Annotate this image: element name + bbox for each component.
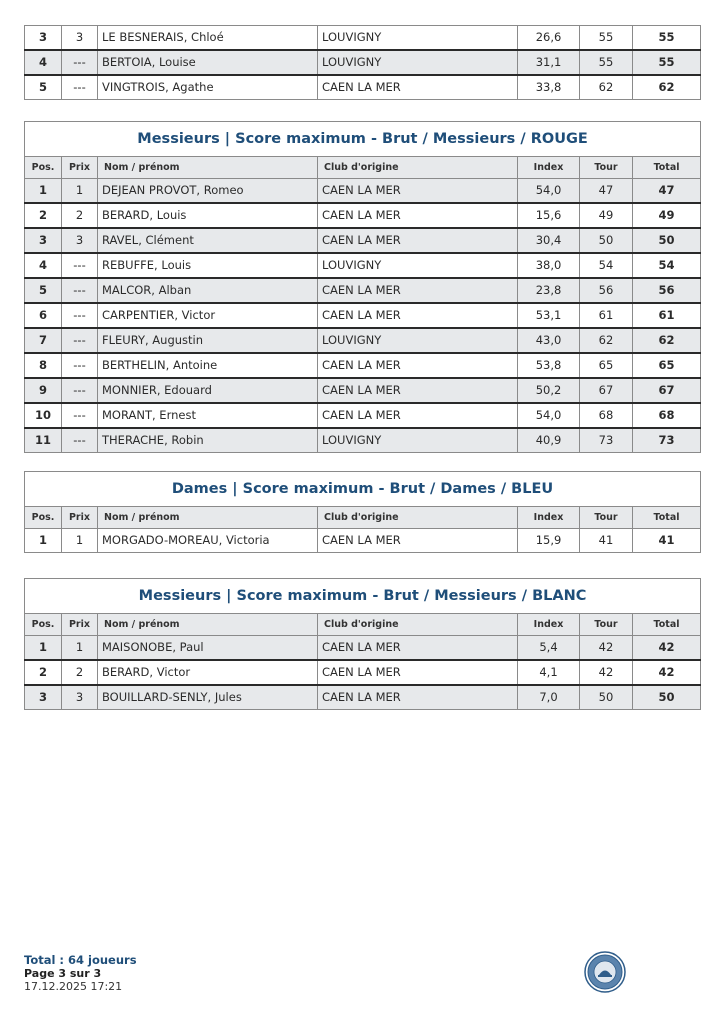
print-date: 17.12.2025 17:21 xyxy=(24,980,123,993)
cell-position: 4 xyxy=(25,253,62,278)
table-row xyxy=(25,685,701,710)
cell-total: 68 xyxy=(633,403,701,428)
header-pos: Pos. xyxy=(25,157,62,179)
table-row xyxy=(25,378,701,403)
cell-index: 23,8 xyxy=(518,278,580,303)
cell-position: 3 xyxy=(25,26,62,51)
cell-round: 55 xyxy=(580,50,633,75)
cell-club: CAEN LA MER xyxy=(318,203,518,228)
table-row xyxy=(25,26,701,51)
header-total: Total xyxy=(633,157,701,179)
cell-player-name: BERARD, Louis xyxy=(98,203,318,228)
cell-total: 47 xyxy=(633,179,701,204)
table-dames-bleu xyxy=(24,471,701,553)
cell-club: CAEN LA MER xyxy=(318,636,518,661)
cell-round: 50 xyxy=(580,685,633,710)
header-tour: Tour xyxy=(580,157,633,179)
cell-round: 68 xyxy=(580,403,633,428)
cell-club: CAEN LA MER xyxy=(318,228,518,253)
cell-total: 67 xyxy=(633,378,701,403)
cell-total: 50 xyxy=(633,228,701,253)
cell-prize: --- xyxy=(62,50,98,75)
header-row xyxy=(25,507,701,529)
cell-total: 65 xyxy=(633,353,701,378)
cell-club: CAEN LA MER xyxy=(318,303,518,328)
table-continuation xyxy=(24,25,701,100)
table-row xyxy=(25,529,701,553)
table-messieurs-blanc xyxy=(24,578,701,710)
table-messieurs-rouge xyxy=(24,121,701,453)
cell-round: 42 xyxy=(580,636,633,661)
cell-position: 6 xyxy=(25,303,62,328)
cell-round: 62 xyxy=(580,328,633,353)
cell-player-name: VINGTROIS, Agathe xyxy=(98,75,318,100)
cell-round: 47 xyxy=(580,179,633,204)
cell-position: 5 xyxy=(25,278,62,303)
cell-prize: --- xyxy=(62,303,98,328)
cell-player-name: BOUILLARD-SENLY, Jules xyxy=(98,685,318,710)
cell-prize: 3 xyxy=(62,26,98,51)
cell-player-name: REBUFFE, Louis xyxy=(98,253,318,278)
table-row xyxy=(25,328,701,353)
cell-prize: 1 xyxy=(62,179,98,204)
section-title: Dames | Score maximum - Brut / Dames / BLEU xyxy=(25,472,701,507)
cell-index: 33,8 xyxy=(518,75,580,100)
cell-club: LOUVIGNY xyxy=(318,26,518,51)
header-index: Index xyxy=(518,157,580,179)
cell-position: 7 xyxy=(25,328,62,353)
header-pos: Pos. xyxy=(25,507,62,529)
cell-club: CAEN LA MER xyxy=(318,685,518,710)
cell-prize: --- xyxy=(62,328,98,353)
cell-index: 30,4 xyxy=(518,228,580,253)
cell-prize: --- xyxy=(62,378,98,403)
table-row xyxy=(25,353,701,378)
table-row xyxy=(25,303,701,328)
table-row xyxy=(25,253,701,278)
cell-prize: --- xyxy=(62,403,98,428)
cell-index: 5,4 xyxy=(518,636,580,661)
cell-position: 8 xyxy=(25,353,62,378)
cell-total: 54 xyxy=(633,253,701,278)
cell-club: CAEN LA MER xyxy=(318,529,518,553)
cell-position: 5 xyxy=(25,75,62,100)
table-row xyxy=(25,660,701,685)
cell-index: 54,0 xyxy=(518,403,580,428)
cell-position: 1 xyxy=(25,636,62,661)
table-row xyxy=(25,203,701,228)
header-prix: Prix xyxy=(62,157,98,179)
table-row xyxy=(25,428,701,453)
cell-round: 61 xyxy=(580,303,633,328)
cell-prize: 1 xyxy=(62,636,98,661)
header-club: Club d'origine xyxy=(318,614,518,636)
cell-player-name: BERTOIA, Louise xyxy=(98,50,318,75)
cell-total: 41 xyxy=(633,529,701,553)
cell-index: 43,0 xyxy=(518,328,580,353)
cell-prize: 1 xyxy=(62,529,98,553)
cell-prize: --- xyxy=(62,253,98,278)
cell-total: 61 xyxy=(633,303,701,328)
total-players: Total : 64 joueurs xyxy=(24,953,137,967)
cell-index: 4,1 xyxy=(518,660,580,685)
cell-prize: --- xyxy=(62,428,98,453)
cell-round: 54 xyxy=(580,253,633,278)
cell-total: 42 xyxy=(633,636,701,661)
cell-position: 3 xyxy=(25,685,62,710)
cell-position: 2 xyxy=(25,660,62,685)
cell-position: 3 xyxy=(25,228,62,253)
cell-club: LOUVIGNY xyxy=(318,428,518,453)
cell-position: 10 xyxy=(25,403,62,428)
cell-club: LOUVIGNY xyxy=(318,253,518,278)
cell-prize: 3 xyxy=(62,685,98,710)
cell-total: 56 xyxy=(633,278,701,303)
section-title: Messieurs | Score maximum - Brut / Messieurs / ROUGE xyxy=(25,122,701,157)
cell-position: 4 xyxy=(25,50,62,75)
table-row xyxy=(25,403,701,428)
cell-index: 53,1 xyxy=(518,303,580,328)
cell-position: 9 xyxy=(25,378,62,403)
table-row xyxy=(25,228,701,253)
cell-index: 50,2 xyxy=(518,378,580,403)
cell-total: 55 xyxy=(633,50,701,75)
cell-index: 54,0 xyxy=(518,179,580,204)
cell-player-name: MONNIER, Edouard xyxy=(98,378,318,403)
cell-total: 73 xyxy=(633,428,701,453)
header-row xyxy=(25,614,701,636)
cell-round: 67 xyxy=(580,378,633,403)
header-pos: Pos. xyxy=(25,614,62,636)
cell-prize: 2 xyxy=(62,660,98,685)
cell-index: 40,9 xyxy=(518,428,580,453)
header-index: Index xyxy=(518,614,580,636)
cell-total: 50 xyxy=(633,685,701,710)
cell-prize: 3 xyxy=(62,228,98,253)
cell-total: 49 xyxy=(633,203,701,228)
cell-prize: 2 xyxy=(62,203,98,228)
header-club: Club d'origine xyxy=(318,507,518,529)
cell-round: 56 xyxy=(580,278,633,303)
header-club: Club d'origine xyxy=(318,157,518,179)
cell-round: 50 xyxy=(580,228,633,253)
cell-club: LOUVIGNY xyxy=(318,50,518,75)
table-row xyxy=(25,50,701,75)
cell-player-name: FLEURY, Augustin xyxy=(98,328,318,353)
cell-player-name: RAVEL, Clément xyxy=(98,228,318,253)
cell-player-name: MORGADO-MOREAU, Victoria xyxy=(98,529,318,553)
header-index: Index xyxy=(518,507,580,529)
cell-prize: --- xyxy=(62,75,98,100)
header-prix: Prix xyxy=(62,507,98,529)
cell-round: 62 xyxy=(580,75,633,100)
cell-round: 73 xyxy=(580,428,633,453)
header-tour: Tour xyxy=(580,614,633,636)
table-row xyxy=(25,278,701,303)
cell-player-name: THERACHE, Robin xyxy=(98,428,318,453)
header-tour: Tour xyxy=(580,507,633,529)
golf-club-seal-icon xyxy=(584,951,626,993)
cell-index: 53,8 xyxy=(518,353,580,378)
cell-club: LOUVIGNY xyxy=(318,328,518,353)
cell-position: 11 xyxy=(25,428,62,453)
cell-player-name: CARPENTIER, Victor xyxy=(98,303,318,328)
cell-player-name: BERTHELIN, Antoine xyxy=(98,353,318,378)
cell-round: 49 xyxy=(580,203,633,228)
table-row xyxy=(25,75,701,100)
cell-club: CAEN LA MER xyxy=(318,179,518,204)
cell-position: 1 xyxy=(25,529,62,553)
cell-index: 31,1 xyxy=(518,50,580,75)
table-row xyxy=(25,179,701,204)
header-row xyxy=(25,157,701,179)
cell-prize: --- xyxy=(62,278,98,303)
header-prix: Prix xyxy=(62,614,98,636)
cell-total: 62 xyxy=(633,328,701,353)
cell-position: 2 xyxy=(25,203,62,228)
cell-round: 55 xyxy=(580,26,633,51)
cell-player-name: BERARD, Victor xyxy=(98,660,318,685)
table-row xyxy=(25,636,701,661)
cell-total: 42 xyxy=(633,660,701,685)
header-nom: Nom / prénom xyxy=(98,507,318,529)
cell-club: CAEN LA MER xyxy=(318,660,518,685)
cell-player-name: MALCOR, Alban xyxy=(98,278,318,303)
cell-round: 41 xyxy=(580,529,633,553)
cell-club: CAEN LA MER xyxy=(318,378,518,403)
page-number: Page 3 sur 3 xyxy=(24,967,102,980)
cell-player-name: LE BESNERAIS, Chloé xyxy=(98,26,318,51)
cell-player-name: DEJEAN PROVOT, Romeo xyxy=(98,179,318,204)
cell-index: 26,6 xyxy=(518,26,580,51)
cell-player-name: MORANT, Ernest xyxy=(98,403,318,428)
cell-total: 62 xyxy=(633,75,701,100)
cell-club: CAEN LA MER xyxy=(318,75,518,100)
header-total: Total xyxy=(633,614,701,636)
cell-player-name: MAISONOBE, Paul xyxy=(98,636,318,661)
cell-total: 55 xyxy=(633,26,701,51)
cell-index: 38,0 xyxy=(518,253,580,278)
header-total: Total xyxy=(633,507,701,529)
page-footer xyxy=(24,954,137,993)
cell-club: CAEN LA MER xyxy=(318,278,518,303)
header-nom: Nom / prénom xyxy=(98,614,318,636)
cell-round: 65 xyxy=(580,353,633,378)
cell-prize: --- xyxy=(62,353,98,378)
cell-round: 42 xyxy=(580,660,633,685)
cell-club: CAEN LA MER xyxy=(318,353,518,378)
cell-index: 15,9 xyxy=(518,529,580,553)
cell-position: 1 xyxy=(25,179,62,204)
cell-club: CAEN LA MER xyxy=(318,403,518,428)
section-title: Messieurs | Score maximum - Brut / Messieurs / BLANC xyxy=(25,579,701,614)
cell-index: 7,0 xyxy=(518,685,580,710)
cell-index: 15,6 xyxy=(518,203,580,228)
header-nom: Nom / prénom xyxy=(98,157,318,179)
